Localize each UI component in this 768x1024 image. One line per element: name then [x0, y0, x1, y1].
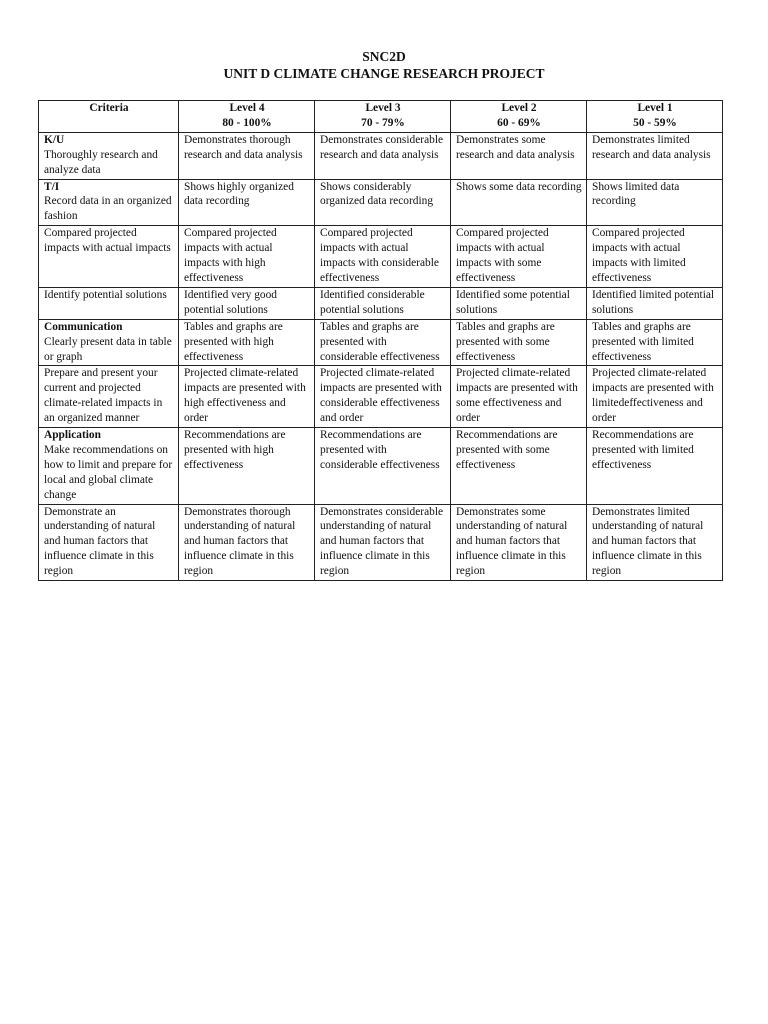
criterion-text: Demonstrate an understanding of natural and human factors that influence climate in this region: [44, 505, 156, 578]
column-label: Level 3: [365, 102, 401, 114]
criteria-cell: [39, 366, 179, 428]
level-3-cell: Recommendations are presented with considerable effectiveness: [315, 428, 451, 505]
criterion-text: Clearly present data in table or graph: [44, 335, 172, 363]
criterion-text: Make recommendations on how to limit and prepare for local and global climate change: [44, 443, 173, 501]
criteria-cell: [39, 226, 179, 288]
level-2-cell: Identified some potential solutions: [451, 287, 587, 319]
rubric-header: [39, 101, 723, 133]
level-1-cell: Demonstrates limited research and data analysis: [587, 132, 723, 179]
document-header: [0, 48, 768, 82]
column-header-level-1: [587, 101, 723, 133]
category-label: Communication: [44, 320, 123, 333]
column-header-level-4: [179, 101, 315, 133]
level-3-cell: Shows considerably organized data recording: [315, 179, 451, 226]
level-3-cell: Demonstrates considerable understanding of natural and human factors that influence climate in this region: [315, 504, 451, 581]
criteria-cell: [39, 428, 179, 505]
criteria-cell: [39, 319, 179, 366]
level-1-cell: Projected climate-related impacts are presented with limitedeffectiveness and order: [587, 366, 723, 428]
column-label: Level 4: [229, 102, 265, 114]
level-4-cell: Shows highly organized data recording: [179, 179, 315, 226]
level-2-cell: Recommendations are presented with some effectiveness: [451, 428, 587, 505]
level-2-cell: Compared projected impacts with actual impacts with some effectiveness: [451, 226, 587, 288]
category-label: Application: [44, 429, 101, 442]
category-label: K/U: [44, 133, 65, 146]
level-2-cell: Tables and graphs are presented with some effectiveness: [451, 319, 587, 366]
level-4-cell: Demonstrates thorough understanding of natural and human factors that influence climate in this region: [179, 504, 315, 581]
table-row: [39, 504, 723, 581]
rubric-body: [39, 132, 723, 580]
criterion-text: Record data in an organized fashion: [44, 195, 172, 223]
level-3-cell: Projected climate-related impacts are presented with considerable effectiveness and order: [315, 366, 451, 428]
table-row: [39, 179, 723, 226]
criteria-cell: [39, 179, 179, 226]
level-3-cell: Compared projected impacts with actual impacts with considerable effectiveness: [315, 226, 451, 288]
level-1-cell: Demonstrates limited understanding of natural and human factors that influence climate in this region: [587, 504, 723, 581]
criterion-text: Identify potential solutions: [44, 288, 167, 301]
criteria-cell: [39, 504, 179, 581]
level-3-cell: Tables and graphs are presented with considerable effectiveness: [315, 319, 451, 366]
criterion-text: Compared projected impacts with actual impacts: [44, 227, 171, 255]
criterion-text: Prepare and present your current and projected climate-related impacts in an organized manner: [44, 367, 163, 425]
column-header-criteria: [39, 101, 179, 133]
table-row: [39, 132, 723, 179]
table-row: [39, 287, 723, 319]
level-1-cell: Recommendations are presented with limited effectiveness: [587, 428, 723, 505]
column-label: Criteria: [89, 102, 129, 114]
level-4-cell: Tables and graphs are presented with high effectiveness: [179, 319, 315, 366]
level-2-cell: Shows some data recording: [451, 179, 587, 226]
level-3-cell: Identified considerable potential solutions: [315, 287, 451, 319]
criterion-text: Thoroughly research and analyze data: [44, 148, 158, 176]
column-label: Level 1: [637, 102, 673, 114]
column-range: 50 - 59%: [633, 116, 677, 129]
level-1-cell: Identified limited potential solutions: [587, 287, 723, 319]
table-row: [39, 366, 723, 428]
course-code: SNC2D: [362, 49, 406, 64]
column-range: 80 - 100%: [222, 116, 272, 129]
table-row: [39, 428, 723, 505]
table-row: [39, 226, 723, 288]
project-title: UNIT D CLIMATE CHANGE RESEARCH PROJECT: [223, 66, 545, 81]
level-1-cell: Compared projected impacts with actual impacts with limited effectiveness: [587, 226, 723, 288]
column-header-level-3: [315, 101, 451, 133]
level-4-cell: Recommendations are presented with high effectiveness: [179, 428, 315, 505]
level-2-cell: Demonstrates some understanding of natural and human factors that influence climate in this region: [451, 504, 587, 581]
level-3-cell: Demonstrates considerable research and data analysis: [315, 132, 451, 179]
column-label: Level 2: [501, 102, 537, 114]
header-row: [39, 101, 723, 133]
criteria-cell: [39, 287, 179, 319]
level-4-cell: Compared projected impacts with actual impacts with high effectiveness: [179, 226, 315, 288]
level-1-cell: Tables and graphs are presented with limited effectiveness: [587, 319, 723, 366]
column-header-level-2: [451, 101, 587, 133]
rubric-table: [38, 100, 723, 581]
level-2-cell: Projected climate-related impacts are presented with some effectiveness and order: [451, 366, 587, 428]
column-range: 60 - 69%: [497, 116, 541, 129]
level-2-cell: Demonstrates some research and data analysis: [451, 132, 587, 179]
level-4-cell: Identified very good potential solutions: [179, 287, 315, 319]
level-1-cell: Shows limited data recording: [587, 179, 723, 226]
column-range: 70 - 79%: [361, 116, 405, 129]
table-row: [39, 319, 723, 366]
level-4-cell: Demonstrates thorough research and data analysis: [179, 132, 315, 179]
criteria-cell: [39, 132, 179, 179]
level-4-cell: Projected climate-related impacts are presented with high effectiveness and order: [179, 366, 315, 428]
category-label: T/I: [44, 180, 60, 193]
